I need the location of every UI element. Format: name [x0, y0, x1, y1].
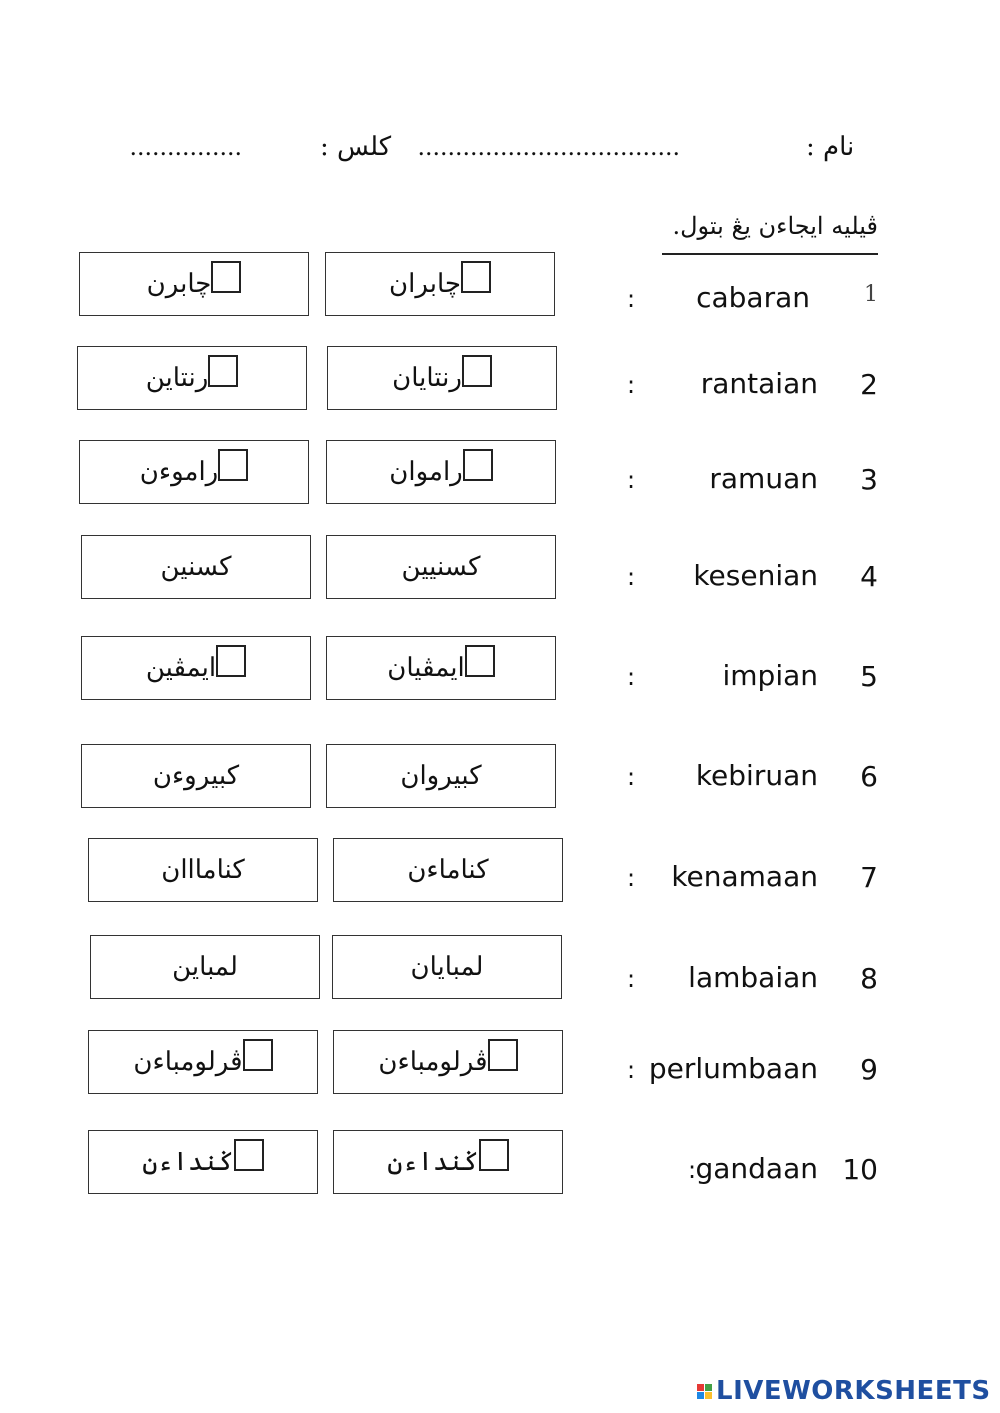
answer-option-left[interactable] [88, 1130, 318, 1194]
question-colon: : [627, 965, 636, 993]
question-word: impian [722, 659, 818, 692]
answer-option-content [140, 457, 248, 487]
answer-option-content [387, 653, 495, 683]
answer-option-left[interactable] [81, 535, 311, 599]
question-word: kesenian [693, 559, 818, 592]
question-colon: : [627, 285, 636, 313]
answer-option-text: كبيروءن [152, 761, 240, 791]
answer-option-text: كبيروان [400, 761, 482, 791]
answer-option-content [160, 552, 231, 582]
answer-option-text: راموءن [139, 457, 219, 487]
answer-option-text: كسنيين [401, 552, 481, 582]
question-word: kenamaan [671, 860, 818, 893]
answer-option-left[interactable] [88, 1030, 318, 1094]
answer-option-text: لمباين [172, 952, 238, 982]
question-colon: : [627, 1056, 636, 1084]
answer-option-text: ايمڤيان [387, 653, 465, 683]
answer-option-text: ڤرلومباءن [378, 1047, 488, 1077]
answer-option-text: ايمڤين [145, 653, 217, 683]
answer-option-text: چابران [389, 269, 461, 299]
answer-option-left[interactable] [77, 346, 307, 410]
question-colon: : [627, 663, 636, 691]
answer-option-right[interactable] [326, 440, 556, 504]
answer-option-left[interactable] [81, 636, 311, 700]
checkbox-icon[interactable] [461, 261, 491, 293]
checkbox-icon[interactable] [243, 1039, 273, 1071]
checkbox-icon[interactable] [462, 355, 492, 387]
answer-option-left[interactable] [88, 838, 318, 902]
question-word: kebiruan [695, 759, 818, 792]
question-colon: : [627, 864, 636, 892]
answer-option-right[interactable] [333, 838, 563, 902]
answer-option-text: لمبايان [410, 952, 484, 982]
question-number: 4 [860, 560, 878, 593]
answer-option-left[interactable] [81, 744, 311, 808]
answer-option-text: رنتايان [392, 363, 462, 393]
question-number: 9 [860, 1053, 878, 1086]
answer-option-text: رنتاين [145, 363, 209, 393]
question-number: 7 [860, 861, 878, 894]
question-word: cabaran [696, 281, 810, 314]
answer-option-left[interactable] [90, 935, 320, 999]
answer-option-text: ݢنداءن [142, 1147, 234, 1177]
answer-option-right[interactable] [333, 1130, 563, 1194]
logo-square-icon [697, 1392, 704, 1399]
checkbox-icon[interactable] [463, 449, 493, 481]
class-dots[interactable]: ............... [130, 132, 243, 161]
question-number: 6 [860, 760, 878, 793]
question-word: rantaian [700, 367, 818, 400]
answer-option-content [389, 457, 492, 487]
answer-option-text: كسنين [160, 552, 232, 582]
answer-option-right[interactable] [333, 1030, 563, 1094]
question-number: 8 [860, 962, 878, 995]
answer-option-right[interactable] [326, 744, 556, 808]
answer-option-content [392, 363, 492, 393]
checkbox-icon[interactable] [211, 261, 241, 293]
answer-option-content [133, 1047, 272, 1077]
logo-square-icon [705, 1384, 712, 1391]
question-colon: : [627, 466, 636, 494]
answer-option-content [378, 1047, 517, 1077]
answer-option-left[interactable] [79, 252, 309, 316]
question-number: 1 [864, 282, 878, 307]
question-colon: : [627, 371, 636, 399]
checkbox-icon[interactable] [465, 645, 495, 677]
answer-option-content [389, 269, 491, 299]
class-label: كلس : [320, 132, 392, 162]
question-number: 5 [860, 660, 878, 693]
answer-option-text: راموان [389, 457, 463, 487]
answer-option-right[interactable] [327, 346, 557, 410]
question-word: lambaian [688, 961, 818, 994]
answer-option-right[interactable] [326, 535, 556, 599]
answer-option-content [407, 855, 488, 885]
answer-option-content [146, 363, 239, 393]
answer-option-text: چابرن [146, 269, 212, 299]
answer-option-content [172, 952, 238, 982]
answer-option-content [147, 269, 242, 299]
logo-square-icon [705, 1392, 712, 1399]
logo-mark-icon [697, 1384, 712, 1399]
answer-option-right[interactable] [326, 636, 556, 700]
checkbox-icon[interactable] [208, 355, 238, 387]
checkbox-icon[interactable] [216, 645, 246, 677]
question-word: perlumbaan [648, 1052, 818, 1085]
answer-option-content [411, 952, 484, 982]
answer-option-content [142, 1147, 263, 1177]
answer-option-text: ڤرلومباءن [133, 1047, 243, 1077]
question-number: 2 [860, 368, 878, 401]
answer-option-content [400, 761, 481, 791]
logo-text: LIVEWORKSHEETS [716, 1376, 991, 1406]
question-number: 10 [842, 1153, 878, 1186]
checkbox-icon[interactable] [479, 1139, 509, 1171]
answer-option-content [402, 552, 481, 582]
answer-option-left[interactable] [79, 440, 309, 504]
liveworksheets-logo [697, 1376, 991, 1406]
question-number: 3 [860, 463, 878, 496]
name-label: نام : [806, 132, 855, 162]
answer-option-content [153, 761, 239, 791]
checkbox-icon[interactable] [234, 1139, 264, 1171]
answer-option-text: ݢنداءن [387, 1147, 479, 1177]
question-word: gandaan [695, 1152, 818, 1185]
answer-option-right[interactable] [332, 935, 562, 999]
answer-option-text: كنامااان [161, 855, 245, 885]
instruction-text: ڤيليه ايجاءن يڠ بتول. [672, 212, 878, 240]
answer-option-text: كناماءن [407, 855, 489, 885]
question-word: ramuan [709, 462, 818, 495]
instruction-underline [662, 253, 878, 255]
question-colon: : [627, 563, 636, 591]
question-colon: : [627, 763, 636, 791]
answer-option-content [387, 1147, 508, 1177]
name-dots[interactable]: ................................... [418, 132, 681, 161]
answer-option-content [146, 653, 246, 683]
logo-square-icon [697, 1384, 704, 1391]
question-colon: : [688, 1156, 697, 1184]
answer-option-content [161, 855, 245, 885]
checkbox-icon[interactable] [218, 449, 248, 481]
name-class-header [130, 132, 880, 172]
answer-option-right[interactable] [325, 252, 555, 316]
checkbox-icon[interactable] [488, 1039, 518, 1071]
